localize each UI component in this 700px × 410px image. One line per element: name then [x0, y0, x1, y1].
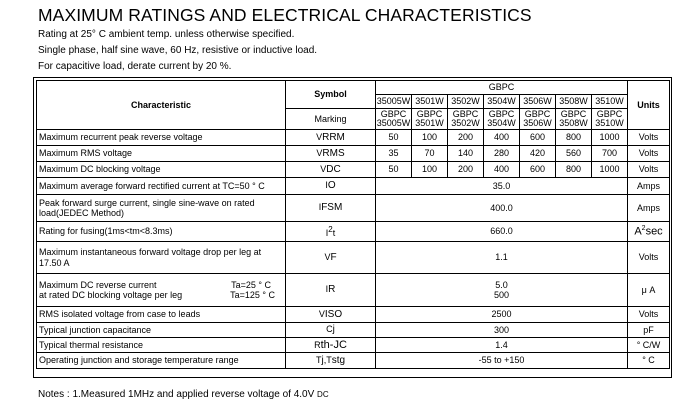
marking-35005w: GBPC 35005W — [376, 109, 411, 128]
value-cell: 800 — [556, 162, 592, 178]
value-cell: 600 — [520, 162, 556, 178]
value-cell: 420 — [520, 146, 556, 162]
row-symbol: VISO — [286, 307, 376, 323]
unit-cell: μ A — [628, 274, 670, 307]
value-cell: 100 — [412, 130, 448, 146]
note-line-ambient: Rating at 25° C ambient temp. unless otherwise specified. — [38, 29, 295, 40]
value-cell: 200 — [448, 162, 484, 178]
value-cell: 50 — [376, 162, 412, 178]
table-row — [37, 338, 670, 353]
value-cell: 70 — [412, 146, 448, 162]
row-symbol: VDC — [286, 162, 376, 178]
value-cell: 1000 — [592, 162, 628, 178]
row-symbol: IR — [286, 274, 376, 307]
row-symbol: $I^2t$ — [286, 222, 376, 242]
value-cell: 600 — [520, 130, 556, 146]
value-cell: -55 to +150 — [376, 353, 628, 369]
header-units: Units — [628, 81, 670, 130]
row-label: RMS isolated voltage from case to leads — [37, 307, 286, 323]
value-cell: 5.0 500 — [376, 274, 628, 307]
model-3506w: 3506W — [520, 95, 556, 109]
row-symbol: VRRM — [286, 130, 376, 146]
page-title: MAXIMUM RATINGS AND ELECTRICAL CHARACTERISTICS — [38, 5, 532, 25]
marking-3510w: GBPC 3510W — [592, 109, 628, 130]
unit-cell: ° C — [628, 353, 670, 369]
table-row — [37, 242, 670, 274]
header-marking: Marking — [286, 109, 376, 130]
table-row — [37, 178, 670, 195]
row-symbol: VRMS — [286, 146, 376, 162]
table-row — [37, 323, 670, 338]
row-symbol: IFSM — [286, 195, 376, 222]
model-3510w: 3510W — [592, 95, 628, 109]
value-cell: 35.0 — [376, 178, 628, 195]
table-row — [37, 274, 670, 307]
unit-cell: ° C/W — [628, 338, 670, 353]
value-cell: 1.4 — [376, 338, 628, 353]
model-3502w: 3502W — [448, 95, 484, 109]
value-cell: 660.0 — [376, 222, 628, 242]
value-cell: 200 — [448, 130, 484, 146]
row-symbol: Rth-JC — [286, 338, 376, 353]
unit-cell: pF — [628, 323, 670, 338]
marking-3501w: GBPC 3501W — [412, 109, 448, 130]
model-3508w: 3508W — [556, 95, 592, 109]
value-cell: 100 — [412, 162, 448, 178]
table-row — [37, 146, 670, 162]
header-symbol: Symbol — [286, 81, 376, 109]
table-row — [37, 222, 670, 242]
value-cell: 560 — [556, 146, 592, 162]
row-label: Maximum instantaneous forward voltage drop per leg at 17.50 A — [37, 242, 286, 274]
value-cell: 1.1 — [376, 242, 628, 274]
row-label: Maximum recurrent peak reverse voltage — [37, 130, 286, 146]
row-label: Maximum DC blocking voltage — [37, 162, 286, 178]
unit-cell: Volts — [628, 307, 670, 323]
value-cell: 2500 — [376, 307, 628, 323]
value-cell: 400.0 — [376, 195, 628, 222]
value-cell: 140 — [448, 146, 484, 162]
marking-3508w: GBPC 3508W — [556, 109, 592, 130]
unit-cell: Amps — [628, 178, 670, 195]
value-cell: 400 — [484, 130, 520, 146]
value-cell: 700 — [592, 146, 628, 162]
table-row — [37, 130, 670, 146]
model-3504w: 3504W — [484, 95, 520, 109]
row-label: Typical junction capacitance — [37, 323, 286, 338]
row-label: Peak forward surge current, single sine-wave on rated load(JEDEC Method) — [37, 195, 286, 222]
value-cell: 50 — [376, 130, 412, 146]
row-symbol: IO — [286, 178, 376, 195]
table-row — [37, 195, 670, 222]
marking-3506w: GBPC 3506W — [520, 109, 556, 130]
row-label: Maximum average forward rectified current at TC=50 ° C — [37, 178, 286, 195]
row-symbol: Cj — [286, 323, 376, 338]
unit-cell: Volts — [628, 146, 670, 162]
model-3501w: 3501W — [412, 95, 448, 109]
table-row — [37, 307, 670, 323]
header-family: GBPC — [376, 81, 628, 95]
unit-cell: $A^2\sec$ — [628, 222, 670, 242]
unit-cell: Volts — [628, 242, 670, 274]
unit-cell: Volts — [628, 162, 670, 178]
marking-3502w: GBPC 3502W — [448, 109, 484, 130]
table-row — [37, 353, 670, 369]
ratings-table — [36, 80, 670, 369]
row-label: Typical thermal resistance — [37, 338, 286, 353]
value-cell: 400 — [484, 162, 520, 178]
row-label: Operating junction and storage temperature range — [37, 353, 286, 369]
row-symbol: Tj,Tstg — [286, 353, 376, 369]
footnote: Notes : 1.Measured 1MHz and applied reverse voltage of 4.0V DC — [38, 389, 329, 400]
note-line-capacitive: For capacitive load, derate current by 20 %. — [38, 61, 232, 72]
row-label: Maximum RMS voltage — [37, 146, 286, 162]
unit-cell: Amps — [628, 195, 670, 222]
value-cell: 35 — [376, 146, 412, 162]
marking-3504w: GBPC 3504W — [484, 109, 520, 130]
model-35005w: 35005W — [376, 95, 412, 109]
value-cell: 800 — [556, 130, 592, 146]
row-label: Maximum DC reverse current Ta=25 ° C at rated DC blocking voltage per leg Ta=125 ° C — [37, 274, 286, 307]
note-line-single-phase: Single phase, half sine wave, 60 Hz, resistive or inductive load. — [38, 45, 318, 56]
value-cell: 300 — [376, 323, 628, 338]
row-symbol: VF — [286, 242, 376, 274]
header-characteristic: Characteristic — [37, 81, 286, 130]
unit-cell: Volts — [628, 130, 670, 146]
table-row — [37, 162, 670, 178]
value-cell: 1000 — [592, 130, 628, 146]
row-label: Rating for fusing(1ms<tm<8.3ms) — [37, 222, 286, 242]
value-cell: 280 — [484, 146, 520, 162]
